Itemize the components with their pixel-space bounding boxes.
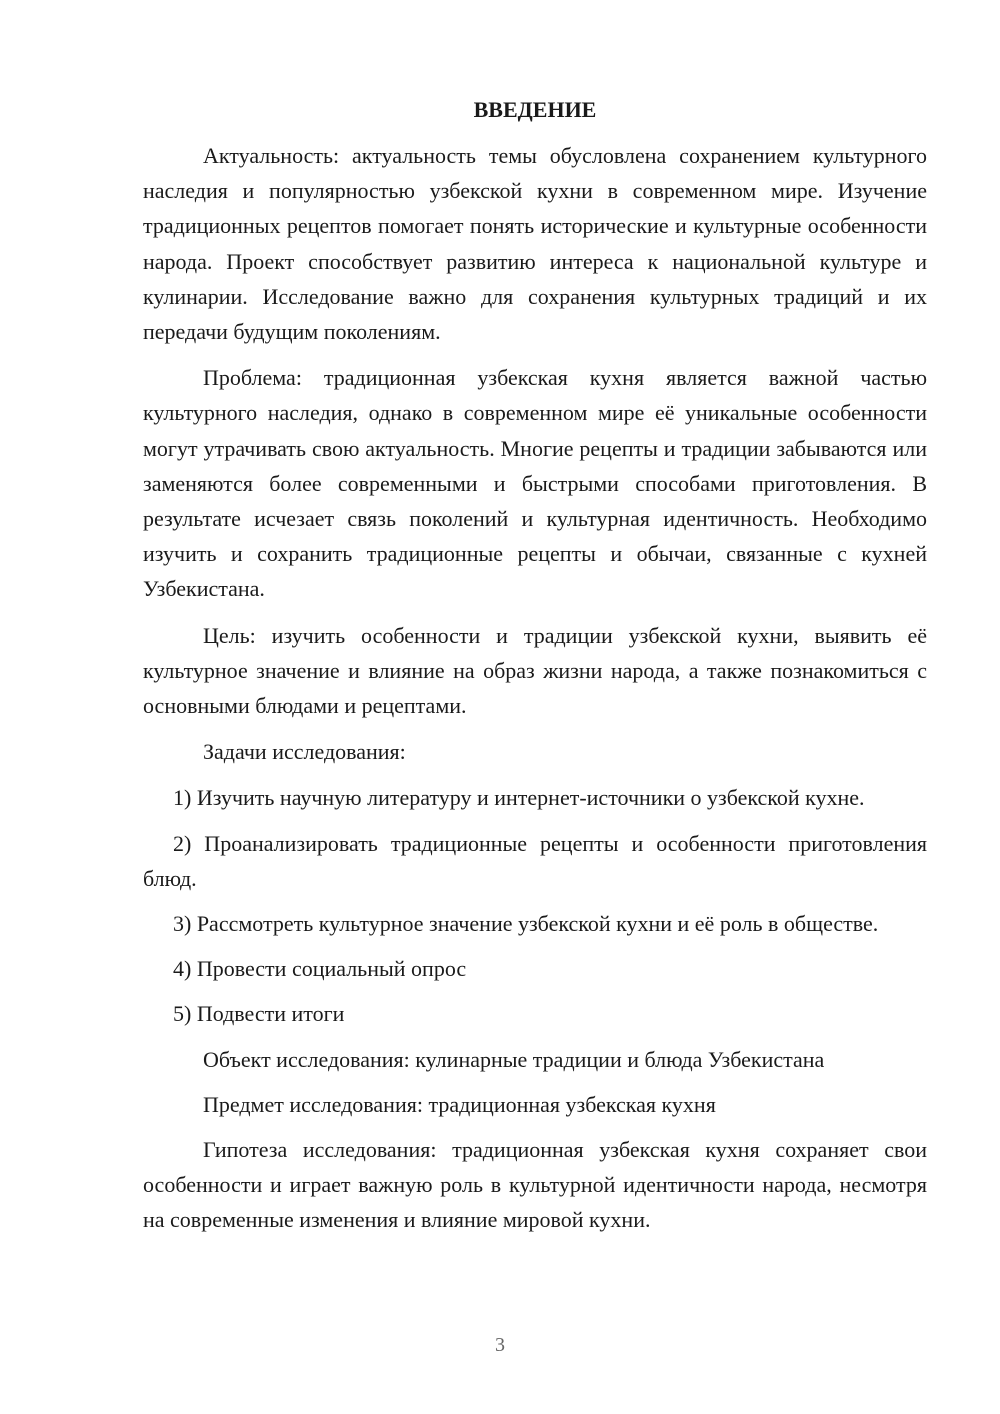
document-body <box>143 92 927 1249</box>
relevance-paragraph: Актуальность: актуальность темы обусловлена сохранением культурного наследия и популярностью узбекской кухни в современном мире. Изучение традиционных рецептов помогает понять исторические и культурные особенности народа. Проект способствует развитию интереса к национальной культуре и кулинарии. Исследование важно для сохранения культурных традиций и их передачи будущим поколениям. <box>143 143 927 345</box>
hypothesis-paragraph: Гипотеза исследования: традиционная узбекская кухня сохраняет свои особенности и играет важную роль в культурной идентичности народа, несмотря на современные изменения и влияние мировой кухни. <box>143 1137 927 1233</box>
task-item-3: 3) Рассмотреть культурное значение узбекской кухни и её роль в обществе. <box>173 911 879 937</box>
section-heading: ВВЕДЕНИЕ <box>473 97 597 122</box>
task-item-4: 4) Провести социальный опрос <box>173 956 467 982</box>
tasks-title: Задачи исследования: <box>203 739 406 765</box>
task-item-5: 5) Подвести итоги <box>173 1001 345 1027</box>
goal-paragraph: Цель: изучить особенности и традиции узбекской кухни, выявить её культурное значение и влияние на образ жизни народа, а также познакомиться с основными блюдами и рецептами. <box>143 622 927 719</box>
subject-paragraph: Предмет исследования: традиционная узбекская кухня <box>203 1091 716 1117</box>
problem-paragraph: Проблема: традиционная узбекская кухня является важной частью культурного наследия, однако в современном мире её уникальные особенности могут утрачивать свою актуальность. Многие рецепты и традиции забываются или заменяются более современными и быстрыми способами приготовления. В результате исчезает связь поколений и культурная идентичность. Необходимо изучить и сохранить традиционные рецепты и обычаи, связанные с кухней Узбекистана. <box>143 365 927 602</box>
task-item-2: 2) Проанализировать традиционные рецепты и особенности приготовления блюд. <box>143 830 927 891</box>
object-paragraph: Объект исследования: кулинарные традиции и блюда Узбекистана <box>203 1046 825 1072</box>
page-number: 3 <box>495 1334 505 1356</box>
task-item-1: 1) Изучить научную литературу и интернет-источники о узбекской кухне. <box>173 785 865 811</box>
